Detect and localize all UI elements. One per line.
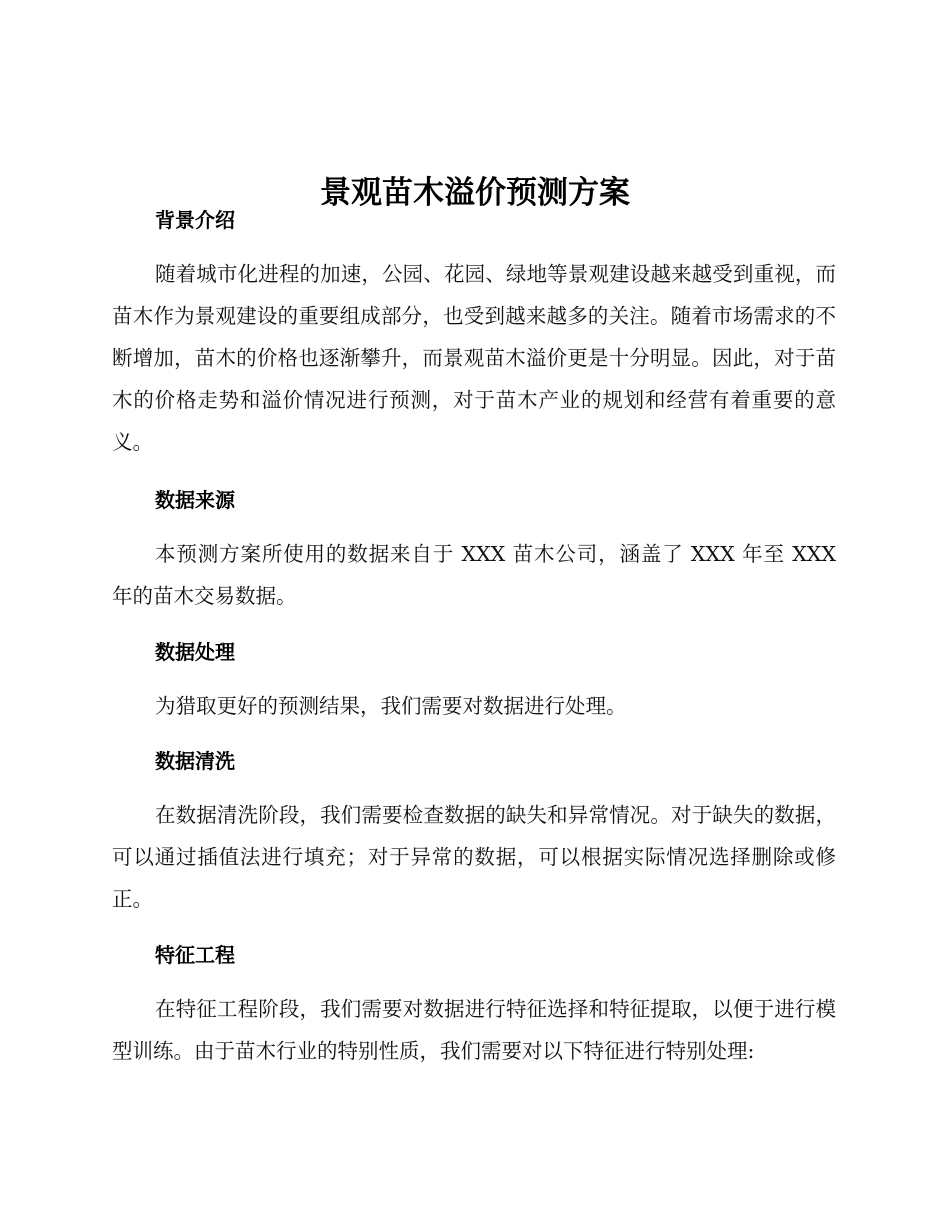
- section-paragraph-data-source: 本预测方案所使用的数据来自于 XXX 苗木公司，涵盖了 XXX 年至 XXX 年的苗木交易数据。: [112, 542, 836, 608]
- section-paragraph-background: 随着城市化进程的加速，公园、花园、绿地等景观建设越来越受到重视，而苗木作为景观建设的重要组成部分，也受到越来越多的关注。随着市场需求的不断增加，苗木的价格也逐渐攀升，而景观苗木溢价更是十分明显。因此，对于苗木的价格走势和溢价情况进行预测，对于苗木产业的规划和经营有着重要的意义。: [112, 262, 836, 454]
- section-heading-feature-engineering: 特征工程: [155, 943, 235, 967]
- section-heading-background: 背景介绍: [155, 208, 235, 232]
- section-heading-data-processing: 数据处理: [155, 640, 235, 664]
- section-heading-data-source: 数据来源: [155, 488, 235, 512]
- section-paragraph-data-cleaning: 在数据清洗阶段，我们需要检查数据的缺失和异常情况。对于缺失的数据，可以通过插值法进行填充；对于异常的数据，可以根据实际情况选择删除或修正。: [112, 803, 836, 911]
- document-title: 景观苗木溢价预测方案: [320, 174, 630, 211]
- section-paragraph-feature-engineering: 在特征工程阶段，我们需要对数据进行特征选择和特征提取，以便于进行模型训练。由于苗木行业的特别性质，我们需要对以下特征进行特别处理:: [112, 997, 836, 1063]
- section-heading-data-cleaning: 数据清洗: [155, 749, 235, 773]
- section-paragraph-data-processing: 为猎取更好的预测结果，我们需要对数据进行处理。: [155, 694, 627, 718]
